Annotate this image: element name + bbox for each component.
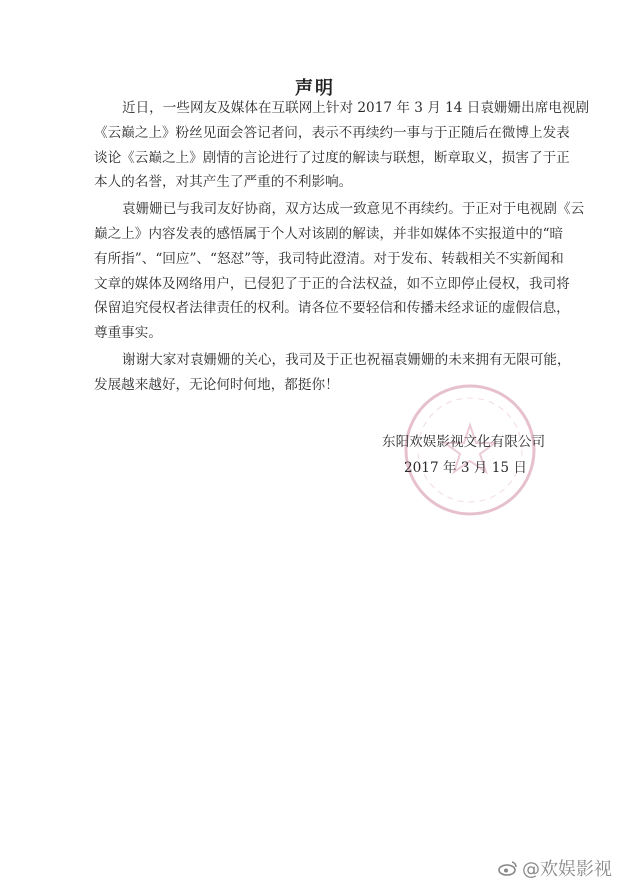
text-line: 巅之上》内容发表的感悟属于个人对该剧的解读，并非如媒体不实报道中的“暗	[94, 225, 564, 242]
text-line: 尊重事实。	[94, 325, 162, 342]
text-line: 谈论《云巅之上》剧情的言论进行了过度的解读与联想，断章取义，损害了于正	[94, 149, 570, 166]
text-line: 有所指”、“回应”、“怒怼”等，我司特此澄清。对于发布、转载相关不实新闻和	[94, 250, 564, 267]
text-line: 近日，一些网友及媒体在互联网上针对 2017 年 3 月 14 日袁姗姗出席电视剧	[122, 100, 590, 116]
text-line: 本人的名誉，对其产生了严重的不利影响。	[94, 174, 353, 191]
weibo-icon	[498, 860, 518, 876]
paragraph-2	[94, 197, 585, 346]
text-line: 保留追究侵权者法律责任的权利。请各位不要轻信和传播未经求证的虚假信息，	[94, 300, 570, 317]
text-line: 《云巅之上》粉丝见面会答记者问，表示不再续约一事与于正随后在微博上发表	[94, 124, 570, 141]
text-line: 谢谢大家对袁姗姗的关心，我司及于正也祝福袁姗姗的未来拥有无限可能，	[122, 351, 571, 368]
text-line: 文章的媒体及网络用户，已侵犯了于正的合法权益，如不立即停止侵权，我司将	[94, 275, 570, 292]
text-line: 发展越来越好，无论何时何地，都挺你！	[94, 376, 339, 393]
document-title: 声明	[295, 78, 335, 99]
company-seal-icon	[400, 380, 540, 520]
document-body	[94, 96, 590, 400]
signature-date: 2017 年 3 月 15 日	[404, 460, 527, 476]
weibo-watermark	[498, 855, 612, 881]
text-line: 袁姗姗已与我司友好协商，双方达成一致意见不再续约。于正对于电视剧《云	[122, 201, 585, 218]
paragraph-1	[94, 96, 590, 195]
watermark-text: @欢娱影视	[522, 859, 612, 880]
signature-company: 东阳欢娱影视文化有限公司	[382, 434, 546, 450]
